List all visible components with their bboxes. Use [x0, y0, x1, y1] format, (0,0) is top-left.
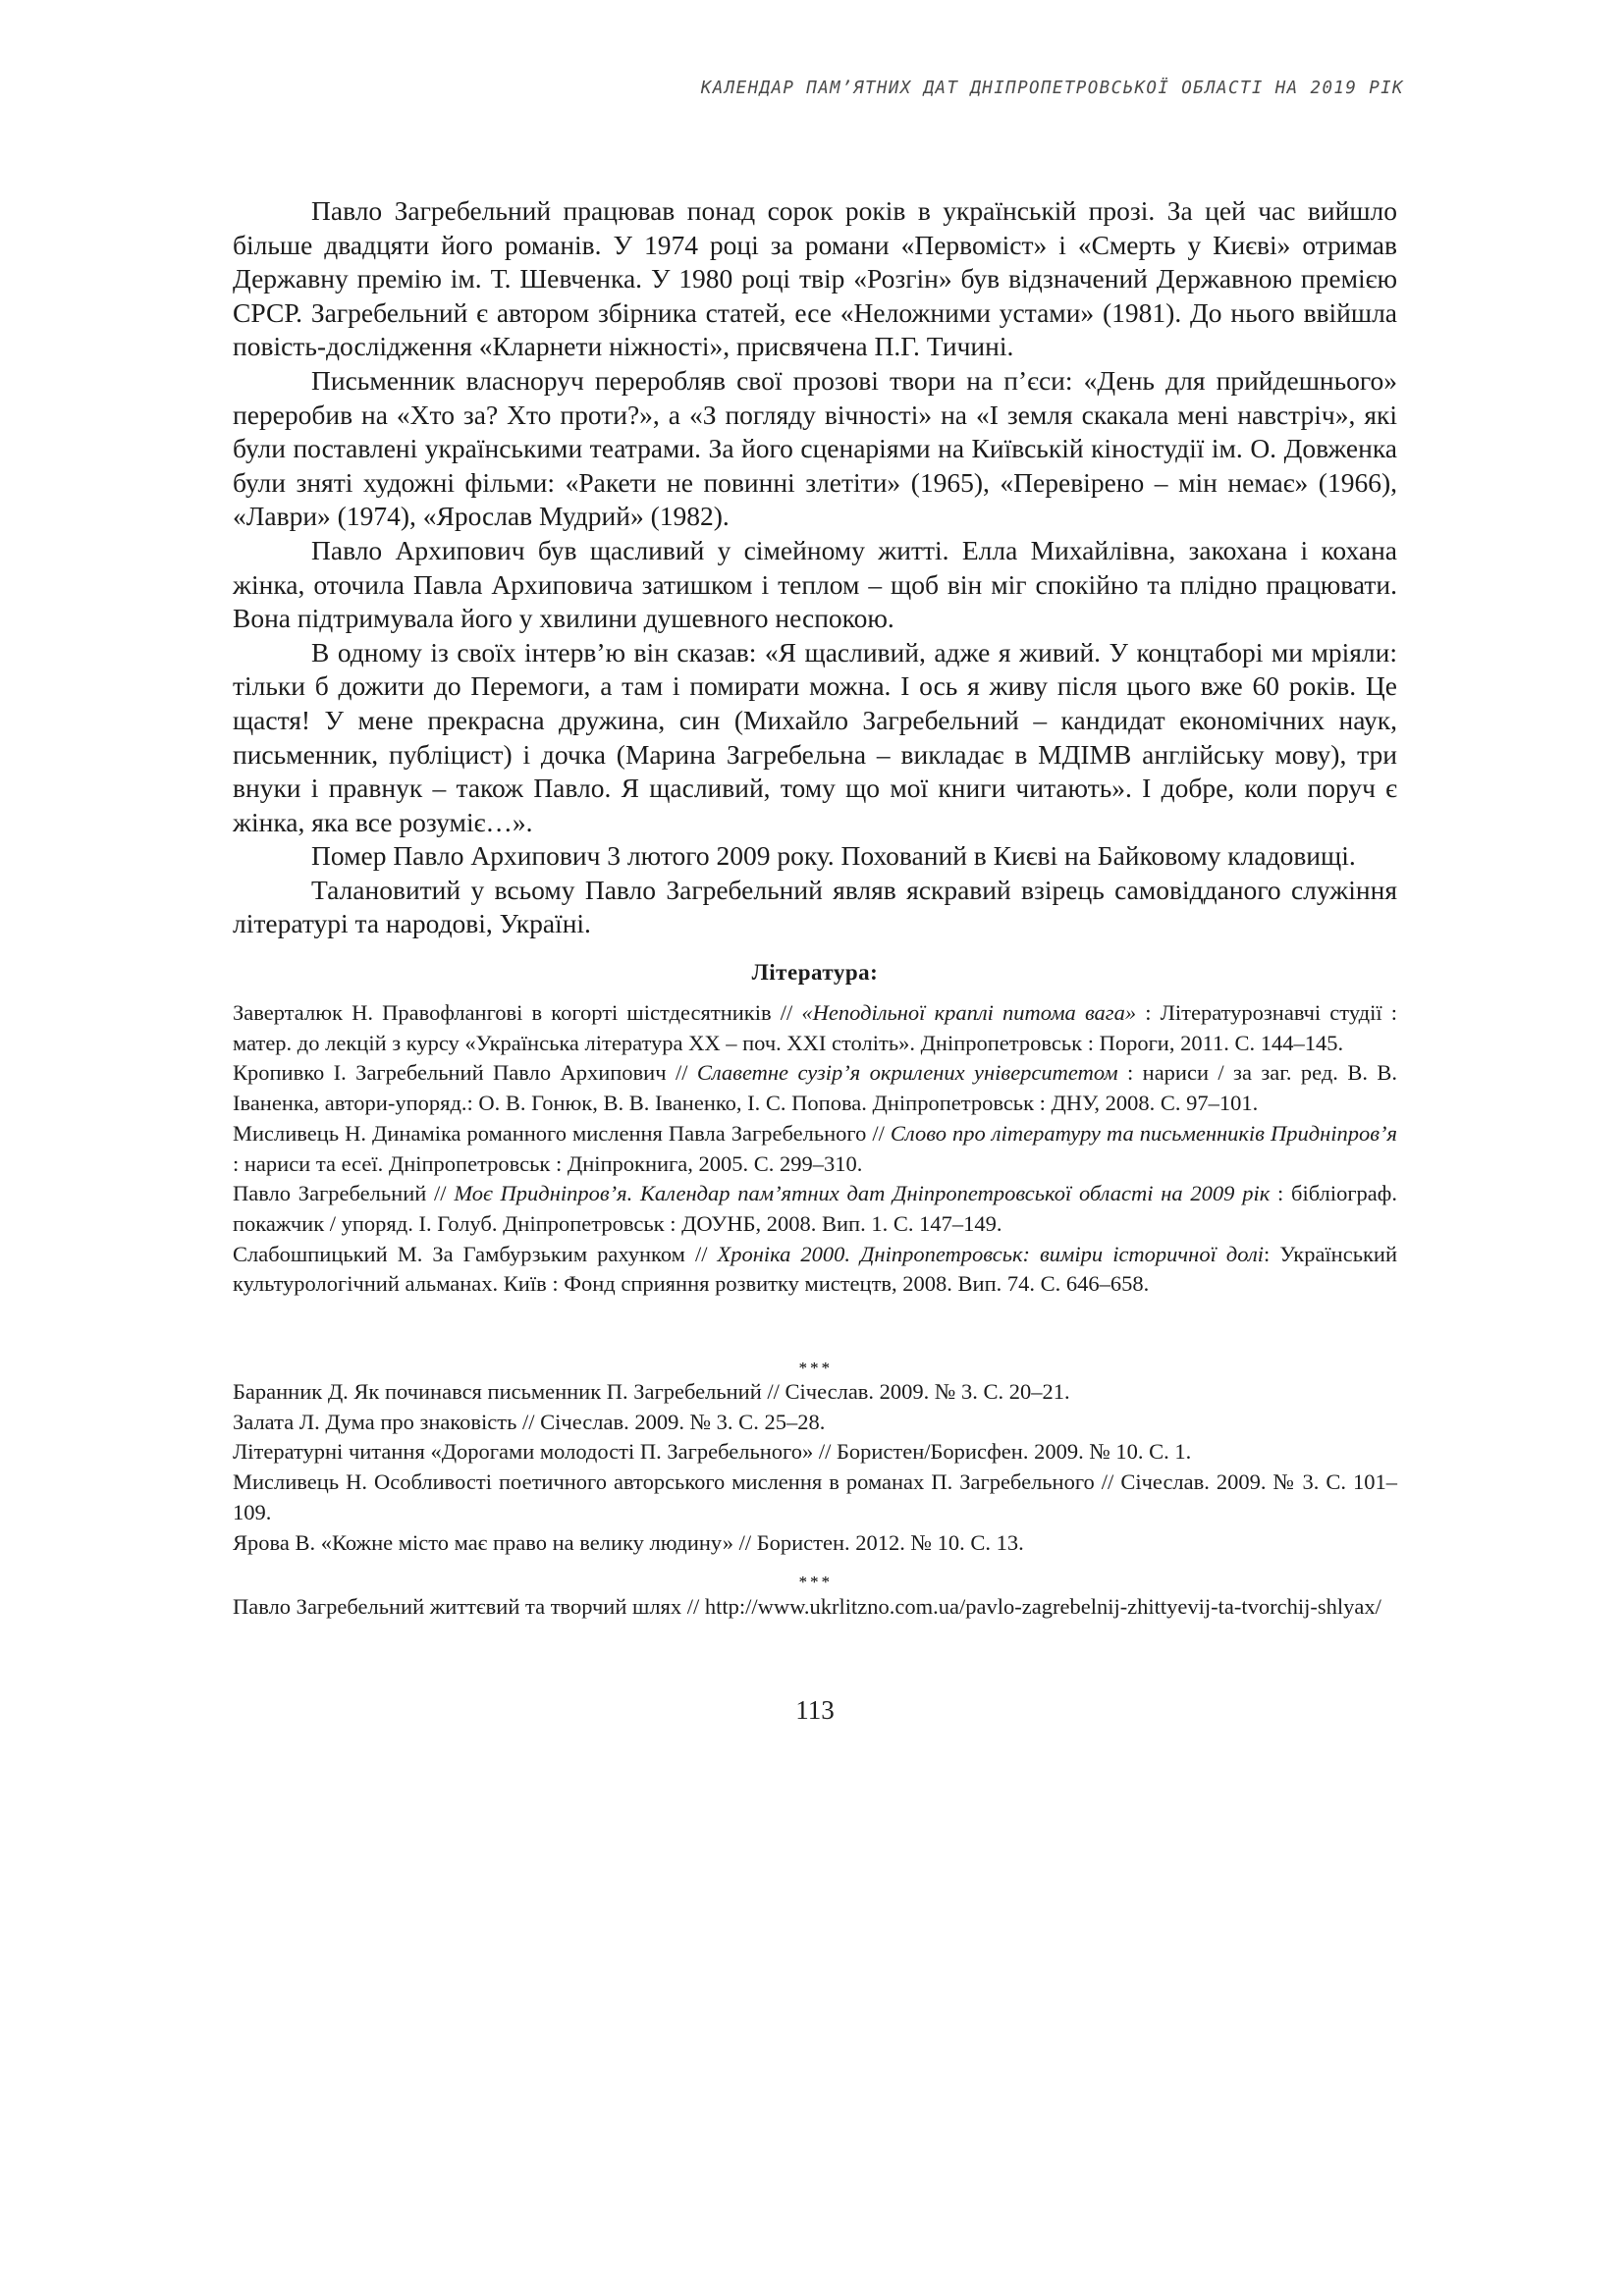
reference-item: Павло Загребельний // Моє Придніпров’я. Календар пам’ятних дат Дніпропетровської області на 2009 рік : бібліограф. покажчик / упоряд. І. Голуб. Дніпропетровськ : ДОУНБ, 2008. Вип. 1. С. 147–149. [233, 1181, 1397, 1236]
running-header: КАЛЕНДАР ПАМ’ЯТНИХ ДАТ ДНІПРОПЕТРОВСЬКОЇ ОБЛАСТІ НА 2019 РІК [700, 79, 1404, 98]
reference-item: Заверталюк Н. Правофлангові в когорті шістдесятників // «Неподільної краплі питома вага» : Літературознавчі студії : матер. до лекцій з курсу «Українська література ХХ – поч. ХХІ століть». Дніпропетровськ : Пороги, 2011. С. 144–145. [233, 1000, 1397, 1055]
paragraph: Павло Архипович був щасливий у сімейному житті. Елла Михайлівна, закохана і кохана жінка, оточила Павла Архиповича затишком і теплом – щоб він міг спокійно та плідно працювати. Вона підтримувала його у хвилини душевного неспокою. [233, 534, 1397, 634]
main-text [233, 194, 1397, 941]
paragraph: Помер Павло Архипович 3 лютого 2009 року. Похований в Києві на Байковому кладовищі. [311, 840, 1356, 872]
reference-item: Павло Загребельний життєвий та творчий шлях // http://www.ukrlitzno.com.ua/pavlo-zagrebelnij-zhittyevij-ta-tvorchij-shlyax/ [233, 1594, 1381, 1619]
literature-list-periodicals [233, 1377, 1397, 1558]
paragraph: Письменник власноруч переробляв свої прозові твори на п’єси: «День для прийдешнього» переробив на «Хто за? Хто проти?», а «З погляду вічності» на «І земля скакала мені навстріч», які були поставлені українськими театрами. За його сценаріями на Київській кіностудії ім. О. Довженка були зняті художні фільми: «Ракети не повинні злетіти» (1965), «Перевірено – мін немає» (1966), «Лаври» (1974), «Ярослав Мудрий» (1982). [233, 364, 1397, 532]
literature-list-primary [233, 998, 1397, 1300]
literature-heading: Література: [751, 960, 879, 985]
reference-item: Слабошпицький М. За Гамбурзьким рахунком // Хроніка 2000. Дніпропетровськ: виміри історичної долі: Український культурологічний альманах. Київ : Фонд сприяння розвитку мистецтв, 2008. Вип. 74. С. 646–658. [233, 1241, 1397, 1297]
section-separator: *** [797, 1573, 833, 1591]
reference-item: Баранник Д. Як починався письменник П. Загребельний // Січеслав. 2009. № 3. С. 20–21. [233, 1379, 1070, 1404]
reference-item: Ярова В. «Кожне місто має право на велику людину» // Бористен. 2012. № 10. С. 13. [233, 1529, 1024, 1555]
page-number: 113 [795, 1695, 835, 1725]
paragraph: Талановитий у всьому Павло Загребельний являв яскравий взірець самовідданого служіння літературі та народові, Україні. [233, 874, 1397, 939]
reference-item: Літературні читання «Дорогами молодості П. Загребельного» // Бористен/Борисфен. 2009. № 10. С. 1. [233, 1439, 1192, 1465]
section-separator: *** [797, 1359, 833, 1377]
paragraph: Павло Загребельний працював понад сорок років в українській прозі. За цей час вийшло більше двадцяти його романів. У 1974 році за романи «Первоміст» і «Смерть у Києві» отримав Державну премію ім. Т. Шевченка. У 1980 році твір «Розгін» був відзначений Державною премією СРСР. Загребельний є автором збірника статей, есе «Неложними устами» (1981). До нього ввійшла повість-дослідження «Кларнети ніжності», присвячена П.Г. Тичині. [233, 195, 1397, 362]
reference-item: Мисливець Н. Динаміка романного мислення Павла Загребельного // Слово про літературу та письменників Придніпров’я : нариси та есеї. Дніпропетровськ : Дніпрокнига, 2005. С. 299–310. [233, 1120, 1398, 1176]
reference-item: Мисливець Н. Особливості поетичного авторського мислення в романах П. Загребельного // Січеслав. 2009. № 3. С. 101–109. [233, 1469, 1397, 1524]
paragraph: В одному із своїх інтерв’ю він сказав: «Я щасливий, адже я живий. У концтаборі ми мріяли: тільки б дожити до Перемоги, а там і помирати можна. І ось я живу після цього вже 60 років. Це щастя! У мене прекрасна дружина, син (Михайло Загребельний – кандидат економічних наук, письменник, публіцист) і дочка (Марина Загребельна – викладає в МДІМВ англійську мову), три внуки і правнук – також Павло. Я щасливий, тому що мої книги читають». І добре, коли поруч є жінка, яка все розуміє…». [233, 636, 1397, 837]
reference-item: Кропивко І. Загребельний Павло Архипович // Славетне сузір’я окрилених університетом : нариси / за заг. ред. В. В. Іваненка, автори-упоряд.: О. В. Гонюк, В. В. Іваненко, І. С. Попова. Дніпропетровськ : ДНУ, 2008. С. 97–101. [233, 1060, 1397, 1116]
literature-list-online [233, 1592, 1397, 1623]
reference-item: Залата Л. Дума про знаковість // Січеслав. 2009. № 3. С. 25–28. [233, 1409, 826, 1434]
